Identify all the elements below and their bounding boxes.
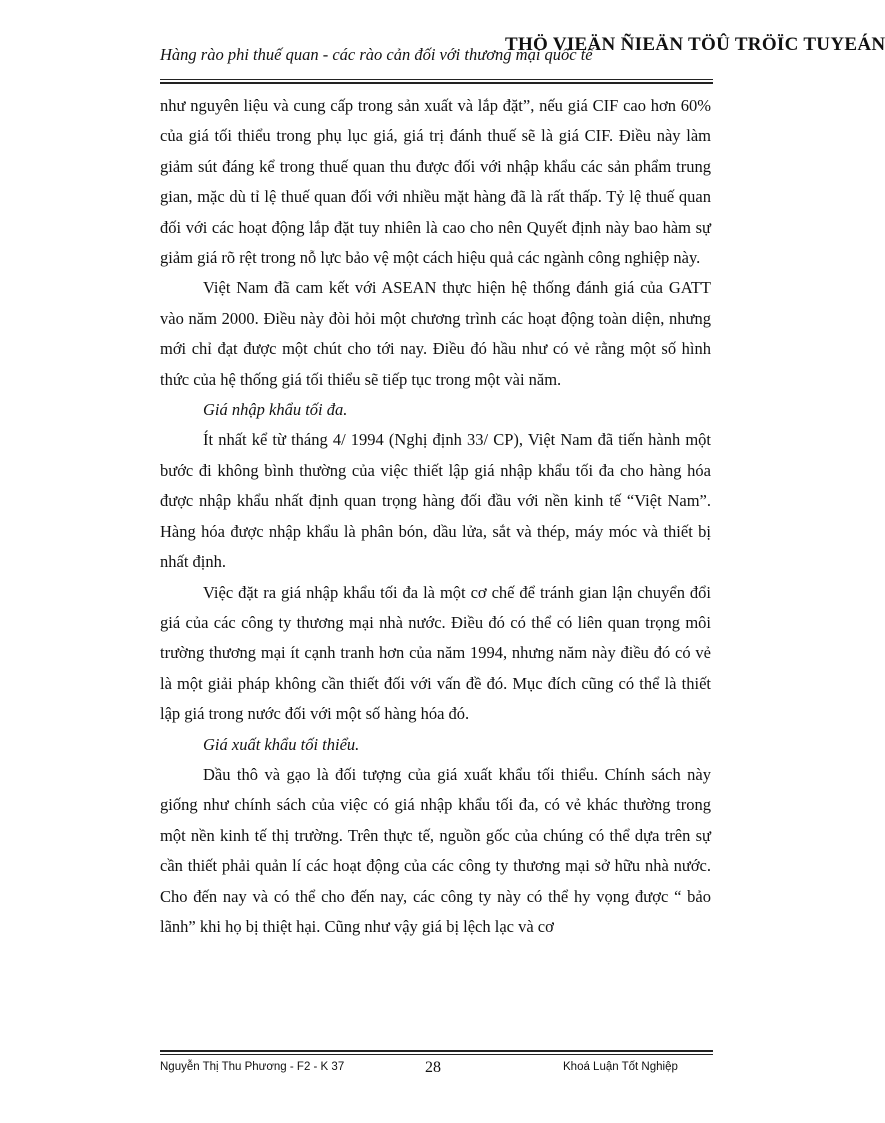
- footer-rule-thin: [160, 1054, 713, 1055]
- footer-rule-thick: [160, 1050, 713, 1052]
- footer-thesis-label: Khoá Luận Tốt Nghiệp: [563, 1061, 678, 1073]
- body-text: [160, 91, 711, 942]
- page-number: 28: [425, 1059, 441, 1076]
- paragraph-1: như nguyên liệu và cung cấp trong sản xuất và lắp đặt”, nếu giá CIF cao hơn 60% của giá tối thiểu trong phụ lục giá, giá trị đánh thuế sẽ là giá CIF. Điều này làm giảm sút đáng kể trong thuế quan thu được đối với nhập khẩu các sản phẩm trung gian, mặc dù tỉ lệ thuế quan đối với nhiều mặt hàng đã là rất thấp. Tỷ lệ thuế quan đối với các hoạt động lắp đặt tuy nhiên là cao cho nên Quyết định này bao hàm sự giảm giá rõ rệt trong nỗ lực bảo vệ một cách hiệu quả các ngành công nghiệp này.: [160, 96, 711, 268]
- paragraph-4: Việc đặt ra giá nhập khẩu tối đa là một cơ chế để tránh gian lận chuyển đổi giá của các công ty thương mại nhà nước. Điều đó có thể có liên quan trọng môi trường thương mại ít cạnh tranh hơn của năm 1994, nhưng năm này điều đó có vẻ là một giải pháp không cần thiết đối với vấn đề đó. Mục đích cũng có thể là thiết lập giá trong nước đối với một số hàng hóa đó.: [160, 582, 711, 724]
- paragraph-5: Dầu thô và gạo là đối tượng của giá xuất khẩu tối thiểu. Chính sách này giống như chính sách của việc có giá nhập khẩu tối đa, có vẻ khác thường trong một nền kinh tế thị trường. Trên thực tế, nguồn gốc của chúng có thể dựa trên sự cần thiết phải quản lí các hoạt động của các công ty thương mại sở hữu nhà nước. Cho đến nay và có thể cho đến nay, các công ty này có thể hy vọng được “ bảo lãnh” khi họ bị thiệt hại. Cũng như vậy giá bị lệch lạc và cơ: [160, 764, 711, 936]
- header-rule-thick: [160, 82, 713, 84]
- section-heading-min-export-price: Giá xuất khẩu tối thiểu.: [203, 734, 360, 754]
- library-watermark: THÖ VIEÄN ÑIEÄN TÖÛ TRÖÏC TUYEÁN: [505, 34, 885, 55]
- footer-author: Nguyễn Thị Thu Phương - F2 - K 37: [160, 1061, 345, 1073]
- running-header-title: Hàng rào phi thuế quan - các rào cản đối với thương mại quốc tế: [160, 45, 593, 64]
- paragraph-3: Ít nhất kể từ tháng 4/ 1994 (Nghị định 33/ CP), Việt Nam đã tiến hành một bước đi không bình thường của việc thiết lập giá nhập khẩu tối đa cho hàng hóa được nhập khẩu nhất định quan trọng hàng đối đầu với nền kinh tế “Việt Nam”. Hàng hóa được nhập khẩu là phân bón, dầu lửa, sắt và thép, máy móc và thiết bị nhất định.: [160, 430, 711, 572]
- paragraph-2: Việt Nam đã cam kết với ASEAN thực hiện hệ thống đánh giá của GATT vào năm 2000. Điều này đòi hỏi một chương trình các hoạt động toàn diện, nhưng mới chỉ đạt được một chút cho tới nay. Điều đó hầu như có vẻ rằng một số hình thức của hệ thống giá tối thiểu sẽ tiếp tục trong một vài năm.: [160, 278, 711, 389]
- section-heading-max-import-price: Giá nhập khẩu tối đa.: [203, 400, 348, 420]
- header-rule-thin: [160, 79, 713, 80]
